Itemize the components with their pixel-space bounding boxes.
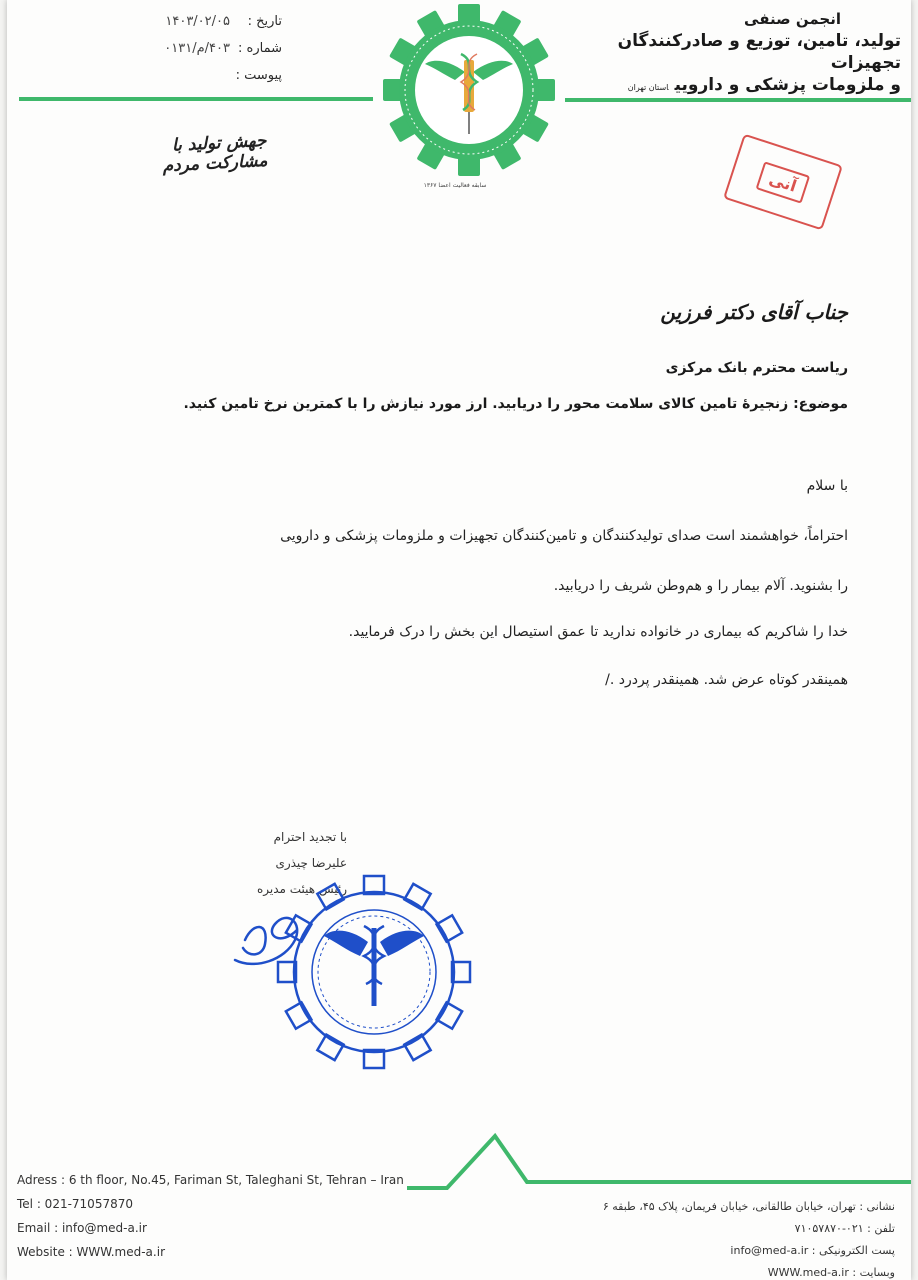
footer-fa-email: پست الکترونیکی : info@med-a.ir [730, 1244, 895, 1257]
signature-icon [225, 900, 311, 980]
footer-en-tel: Tel : 021-71057870 [17, 1197, 133, 1211]
footer-en-email: Email : info@med-a.ir [17, 1221, 147, 1235]
date-value: ۱۴۰۳/۰۲/۰۵ [165, 14, 230, 29]
paragraph-3: خدا را شاکریم که بیماری در خانواده ندارید تا عمق استیصال این بخش را درک فرمایید. [348, 624, 848, 640]
footer-en-address: Adress : 6 th floor, No.45, Fariman St, Taleghani St, Tehran – Iran [17, 1173, 404, 1187]
number-label: شماره : [238, 41, 282, 56]
subject: موضوع: زنجیرهٔ تامین کالای سلامت محور را دریابید. ارز مورد نیازش را با کمترین نرخ تامین کنید. [183, 396, 848, 412]
signer-title: رئیس هیئت مدیره [256, 882, 347, 896]
province: استان تهران [627, 83, 669, 92]
attachment-label: پیوست : [235, 68, 282, 83]
closing-regards: با تجدید احترام [273, 830, 347, 844]
salutation: جناب آقای دکتر فرزین [660, 300, 848, 324]
paragraph-4: همینقدر کوتاه عرض شد. همینقدر پردرد ./ [605, 672, 848, 688]
paragraph-2: را بشنوید. آلام بیمار را و هم‌وطن شریف را دریابید. [553, 578, 848, 594]
date-label: تاریخ : [247, 14, 282, 29]
org-name-line3-text: و ملزومات پزشکی و دارویی [674, 75, 901, 95]
gear-logo-icon [379, 4, 559, 180]
org-name [571, 8, 901, 99]
paragraph-1: احتراماً، خواهشمند است صدای تولیدکنندگان و تامین‌کنندگان تجهیزات و ملزومات پزشکی و دارویی [280, 528, 848, 544]
urgent-stamp [723, 134, 843, 231]
footer-en [17, 1168, 404, 1264]
founded-note: سابقه فعالیت اعضا ۱۳۶۷ [423, 182, 487, 189]
signer-name: علیرضا چیذری [275, 856, 347, 870]
org-name-line1: انجمن صنفی [744, 10, 841, 28]
footer-fa-address: نشانی : تهران، خیابان طالقانی، خیابان فریمان، پلاک ۴۵، طبقه ۶ [602, 1200, 895, 1213]
org-name-line3 [571, 74, 901, 99]
footer-en-website: Website : WWW.med-a.ir [17, 1245, 165, 1259]
footer-fa-tel: تلفن : ۰۲۱-۷۱۰۵۷۸۷۰ [794, 1222, 895, 1235]
letter-page [7, 0, 911, 1280]
recipient: ریاست محترم بانک مرکزی [665, 360, 848, 376]
number-value: ۴۰۳/م/۰۱۳۱ [164, 41, 230, 56]
footer-fa-website: وبسایت : WWW.med-a.ir [767, 1266, 895, 1279]
footer-fa [565, 1196, 895, 1280]
org-name-line2: تولید، تامین، توزیع و صادرکنندگان تجهیزات [617, 31, 901, 73]
urgent-stamp-label: آنی [756, 161, 810, 203]
greeting: با سلام [806, 478, 848, 494]
slogan: جهش تولید با مشارکت مردم [162, 130, 268, 177]
letter-meta [117, 8, 282, 89]
